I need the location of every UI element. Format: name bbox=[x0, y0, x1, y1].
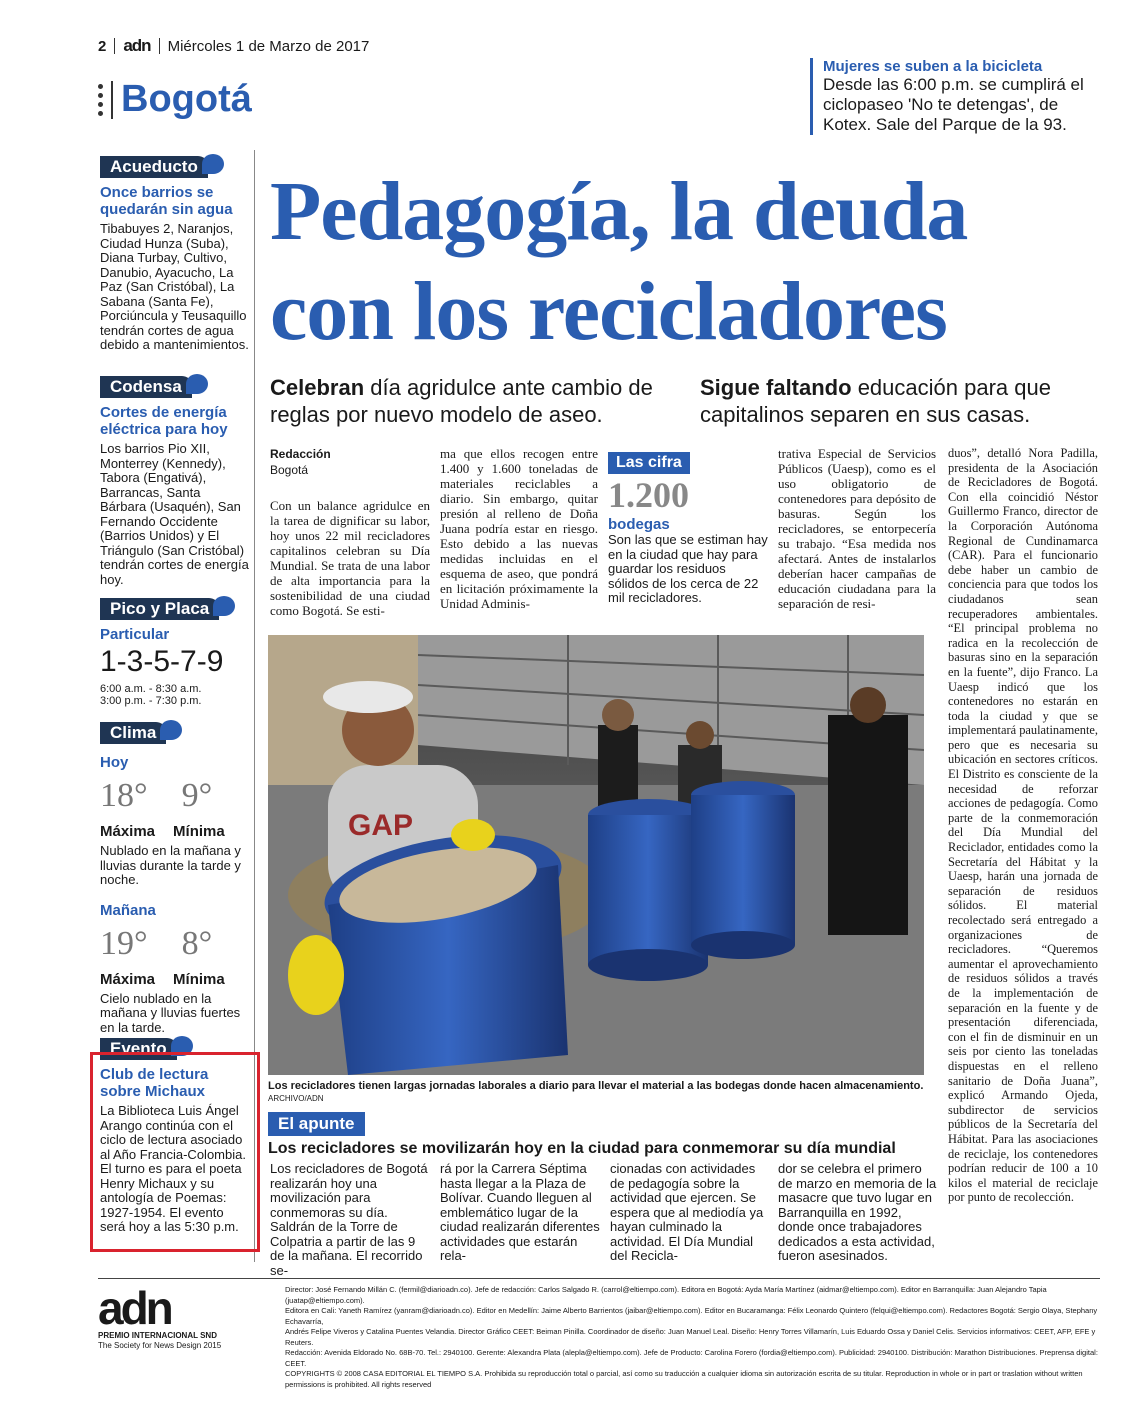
byline: Redacción bbox=[270, 447, 331, 461]
speech-bubble-icon bbox=[213, 596, 235, 616]
tomorrow-text: Cielo nublado en la mañana y lluvias fuertes en la tarde. bbox=[100, 990, 241, 1035]
dots-icon bbox=[98, 84, 103, 116]
col-1-text: Con un balance agridulce en la tarea de dignificar su labor, hoy unos 22 mil recicladores capitalinos celebran su Día Mundial. Se trata de una labor de alta importancia para la sostenibilidad de una ciudad como Bogotá. Se esti- bbox=[270, 498, 430, 618]
temp-labels: Máxima Mínima bbox=[100, 970, 225, 988]
article-col-2: ma que ellos recogen entre 1.400 y 1.600 toneladas de materiales reciclables a diario. Sin embargo, quitar presión al relleno de Doña Juana podría estar en riesgo. Esto debido a las nuevas medidas incluidas en el esquema de aseo, que pondrá en licitación próximamente la Unidad Adminis- bbox=[440, 446, 598, 611]
clima-tag: Clima bbox=[100, 722, 166, 744]
pico-hours-1: 6:00 a.m. - 8:30 a.m. bbox=[100, 683, 202, 695]
pico-hours-2: 3:00 p.m. - 7:30 p.m. bbox=[100, 695, 202, 707]
issue-date: Miércoles 1 de Marzo de 2017 bbox=[167, 37, 370, 55]
temp-labels: Máxima Mínima bbox=[100, 823, 225, 840]
apunte-col-1: Los recicladores de Bogotá realizarán hoy una movilización para conmemoras su día. Saldrán de la Torre de Colpatria a partir de las 9 de la mañana. El recorrido se- bbox=[270, 1161, 428, 1278]
tomorrow-label: Mañana bbox=[100, 901, 156, 919]
footer-divider bbox=[98, 1278, 1100, 1279]
footer-logo bbox=[98, 1282, 278, 1351]
speech-bubble-icon bbox=[186, 374, 208, 394]
apunte-col-3: cionadas con actividades de pedagogía sobre la actividad que ejercen. Se espera que al mediodía ya hayan culminado la actividad. El Día Mundial del Recicla- bbox=[610, 1161, 764, 1263]
cifra-unit: bodegas bbox=[608, 516, 670, 533]
apunte-tag: El apunte bbox=[268, 1112, 365, 1136]
article-col-1 bbox=[270, 446, 430, 618]
today-text: Nublado en la mañana y lluvias durante la tarde y noche. bbox=[100, 843, 241, 887]
cifra-text: Son las que se estiman hay en la ciudad que hay para guardar los residuos sólidos de los cerca de 22 mil recicladores. bbox=[608, 532, 768, 605]
acueducto-body: Tibabuyes 2, Naranjos, Ciudad Hunza (Suba), Diana Turbay, Cultivo, Danubio, Ayacucho, La Paz (San Cristóbal), La Sabana (Santa Fe), Porciúncula y Teusaquillo tendrán cortes de agua debido a mantenimientos. bbox=[100, 221, 249, 352]
brand-logo: adn bbox=[123, 36, 151, 55]
photo-credit: ARCHIVO/ADN bbox=[268, 1094, 324, 1103]
evento-head: Club de lectura sobre Michaux bbox=[100, 1066, 209, 1100]
divider bbox=[114, 38, 115, 54]
today-max: 18° bbox=[100, 777, 148, 814]
staff-credits: Director: José Fernando Millán C. (fermil@diarioadn.co). Jefe de redacción: Carlos Salgado R. (carrol@eltiempo.com). Editora en Bogotá: Ayda María Martínez (aidmar@eltiempo.com). Editor en Barranquilla: Juan Alejandro Tapia (juatap@eltiempo.com). Editora en Cali: Yaneth Ramírez (yanram@diarioadn.co). Editor en Medellín: Jaime Alberto Barrientos (jaibar@eltiempo.com). Editor en Bucaramanga: Félix Leonardo Quintero (felqui@eltiempo.com). Redactores Bogotá: Sergio Olaya, Stephany Echavarría, Andrés Felipe Viveros y Catalina Puentes Velandia. Director Gráfico CEET: Beiman Pinilla. Coordinador de diseño: Juan Manuel Leal. Diseño: Henry Torres Villamarín, Luis Eduardo Ossa y Daniel Celis. Servicios informativos: CEET, AFP, EFE y Reuters. Redacción: Avenida Eldorado No. 68B-70. Tel.: 2940100. Gerente: Alexandra Plata (alepla@eltiempo.com). Jefe de Producto: Carolina Forero (fordia@eltiempo.com). Publicidad: 2940100. Distribución: Marathon Distribuciones. Preprensa digital: CEET. COPYRIGHTS © 2008 CASA EDITORIAL EL TIEMPO S.A. Prohibida su reproducción total o parcial, así como su traducción a cualquier idioma sin autorización escrita de su titular. Reproduction in whole or in part or traslation without written permissions is prohibited. All rights reserved bbox=[285, 1285, 1098, 1389]
award-label: PREMIO INTERNACIONAL SND bbox=[98, 1331, 217, 1340]
headline-line-2: con los recicladores bbox=[270, 265, 947, 358]
tomorrow-min: 8° bbox=[181, 924, 213, 962]
article-col-4: trativa Especial de Servicios Públicos (Uaesp), como es el uso obligatorio de contenedores para depósito de basuras. Según los recicladores, se entorpecería su trabajo. “Esa medida nos afectará. Antes de instalarlos deberían hacer campañas de educación ciudadana para la separación de resi- bbox=[778, 446, 936, 611]
evento-tag: Evento bbox=[100, 1038, 177, 1060]
apunte-col-4: dor se celebra el primero de marzo en memoria de la masacre que tuvo lugar en Barranquilla en 1992, donde once trabajadores dedicados a esta actividad, fueron asesinados. bbox=[778, 1161, 937, 1263]
page-header bbox=[98, 36, 369, 56]
acueducto-tag: Acueducto bbox=[100, 156, 208, 178]
acueducto-head: Once barrios se quedarán sin agua bbox=[100, 184, 233, 218]
divider bbox=[159, 38, 160, 54]
recyclers-photo-illustration bbox=[268, 635, 924, 1075]
promo-title: Mujeres se suben a la bicicleta bbox=[823, 58, 1043, 75]
snd-logo: SND bbox=[200, 1331, 217, 1340]
apunte-title: Los recicladores se movilizarán hoy en la ciudad para conmemorar su día mundial bbox=[268, 1140, 896, 1157]
speech-bubble-icon bbox=[160, 720, 182, 740]
photo-caption: Los recicladores tienen largas jornadas laborales a diario para llevar el material a las bodegas donde hacen almacenamiento. ARCHIVO/ADN bbox=[268, 1080, 924, 1103]
section-title bbox=[98, 78, 252, 121]
pico-block bbox=[100, 598, 250, 707]
cifra-tag: Las cifra bbox=[608, 452, 690, 474]
apunte-col-2: rá por la Carrera Séptima hasta llegar a la Plaza de Bolívar. Cuando lleguen al emblemático lugar de la ciudad realizarán diferentes actividades que estarán rela- bbox=[440, 1161, 600, 1263]
tomorrow-temps bbox=[100, 925, 250, 963]
acueducto-block bbox=[100, 156, 250, 353]
today-temps bbox=[100, 777, 250, 815]
headline-line-1: Pedagogía, la deuda bbox=[270, 165, 968, 258]
shirt-text: GAP bbox=[348, 809, 414, 842]
cifra-number: 1.200 bbox=[608, 475, 689, 515]
page-number: 2 bbox=[98, 37, 107, 55]
codensa-head: Cortes de energía eléctrica para hoy bbox=[100, 404, 228, 438]
article-col-5: duos”, detalló Nora Padilla, presidenta de la Asociación de Recicladores de Bogotá. Con ella coincidió Néstor Guillermo Franco, director de la Corporación Autónoma Regional de Cundinamarca (CAR). Para el funcionario debe haber un cambio de conciencia para que todos los ciudadanos sean recuperadores ambientales. “El principal problema no radica en la recolección de basuras sino en la separación en la fuente”, dijo Franco. La Uaesp indicó que los contenedores no estarán en toda la ciudad y que se implementará paulatinamente, pero que es necesaria su ubicación en sectores críticos. El Distrito es consciente de la necesidad de reforzar acciones de pedagogía. Como parte de la conmemoración del Día Mundial del Reciclador, entidades como la Secretaría del Hábitat y la Uaesp, harán una jornada de separación de residuos sólidos. El material recolectado será entregado a organizaciones de recicladores. “Queremos aumentar el aprovechamiento de residuos sólidos a través de la implementación de separación en la fuente y de presentación diferenciada, con el fin de disminuir en un seis por ciento las toneladas dispuestas en el relleno sanitario de Doña Juana”, explicó Armando Ojeda, subdirector de servicios públicos de la Secretaría del Hábitat. Para las asociaciones de reciclaje, los contenedores podrían reducir de 100 a 10 kilos el material de reciclaje por punto de recolección. bbox=[948, 446, 1099, 1205]
today-min: 9° bbox=[181, 777, 213, 814]
deck-left: Celebran día agridulce ante cambio de reglas por nuevo modelo de aseo. bbox=[270, 375, 653, 427]
pico-head: Particular bbox=[100, 626, 170, 643]
society-label: The Society for News Design 2015 bbox=[98, 1341, 222, 1350]
cifra-box bbox=[608, 452, 768, 606]
headline bbox=[270, 162, 1090, 362]
clima-block bbox=[100, 722, 250, 1035]
codensa-block bbox=[100, 376, 250, 587]
tomorrow-max: 19° bbox=[100, 924, 148, 962]
speech-bubble-icon bbox=[202, 154, 224, 174]
section-name: Bogotá bbox=[121, 78, 252, 120]
highlight-box bbox=[90, 1052, 260, 1252]
codensa-tag: Codensa bbox=[100, 376, 192, 398]
adn-logo: adn bbox=[98, 1282, 171, 1334]
deck-right: Sigue faltando educación para que capitalinos separen en sus casas. bbox=[700, 375, 1051, 427]
today-label: Hoy bbox=[100, 754, 129, 771]
divider bbox=[111, 81, 113, 119]
promo-body: Desde las 6:00 p.m. se cumplirá el ciclopaseo 'No te detengas', de Kotex. Sale del Parque de la 93. bbox=[823, 75, 1084, 134]
codensa-body: Los barrios Pio XII, Monterrey (Kennedy), Tabora (Engativá), Barrancas, Santa Bárbara (Usaquén), San Fernando Occidente (Barrios Unidos) y El Triángulo (San Cristóbal) tendrán cortes de energía hoy. bbox=[100, 441, 249, 587]
evento-body: La Biblioteca Luis Ángel Arango continúa con el ciclo de lectura asociado al Año Francia-Colombia. El turno es para el poeta Henry Michaux y su antología de Poemas: 1927-1954. El evento será hoy a las 5:30 p.m. bbox=[100, 1103, 246, 1234]
dateline: Bogotá bbox=[270, 463, 309, 477]
pico-digits: 1-3-5-7-9 bbox=[100, 645, 224, 678]
top-promo bbox=[810, 58, 1100, 135]
article-photo bbox=[268, 635, 924, 1075]
pico-tag: Pico y Placa bbox=[100, 598, 219, 620]
